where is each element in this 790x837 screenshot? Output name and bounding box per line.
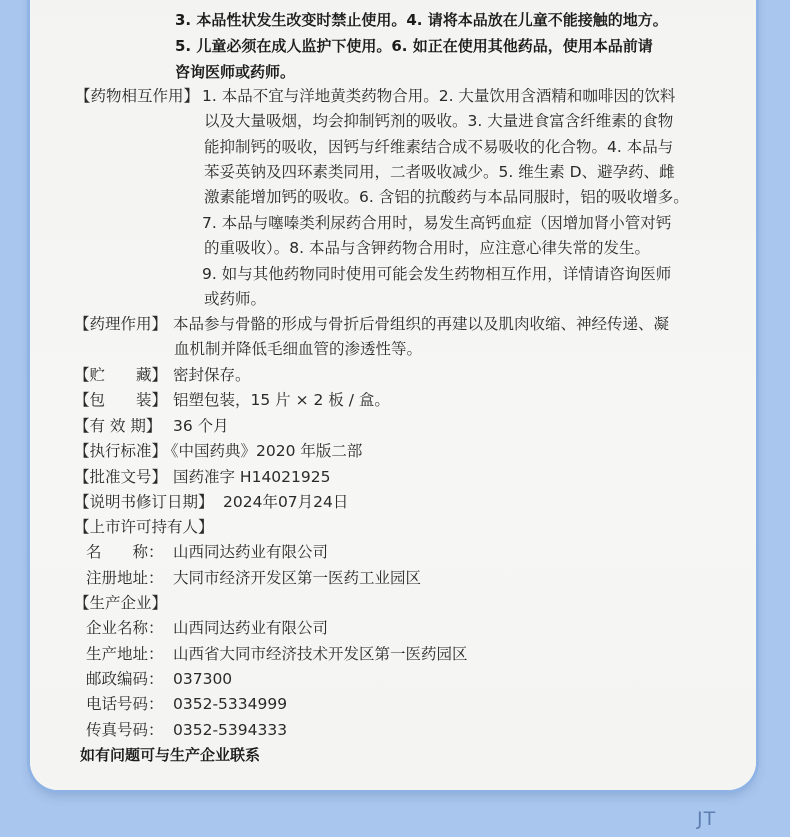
interactions-line: 9. 如与其他药物同时使用可能会发生药物相互作用，详情请咨询医师 [202, 265, 672, 283]
fax-label: 传真号码： [86, 721, 164, 739]
phone-value: 0352-5334999 [173, 695, 288, 713]
interactions-label: 【药物相互作用】 [75, 87, 200, 105]
manufacturer-address: 山西省大同市经济技术开发区第一医药园区 [173, 645, 468, 663]
precautions-line-4: 咨询医师或药师。 [175, 63, 296, 81]
precautions-line-2: 3. 本品性状发生改变时禁止使用。4. 请将本品放在儿童不能接触的地方。 [175, 11, 668, 29]
interactions-line: 7. 本品与噻嗪类利尿药合用时，易发生高钙血症（因增加肾小管对钙 [202, 214, 672, 232]
leaflet-card [30, 0, 756, 790]
approval-value: 国药准字 H14021925 [173, 468, 331, 486]
interactions-line: 以及大量吸烟，均会抑制钙剂的吸收。3. 大量进食富含纤维素的食物 [204, 112, 674, 130]
interactions-line: 激素能增加钙的吸收。6. 含铝的抗酸药与本品同服时，铝的吸收增多。 [204, 188, 689, 206]
pharmacology-line-2: 血机制并降低毛细血管的渗透性等。 [174, 340, 423, 358]
manufacturer-address-label: 生产地址： [86, 645, 164, 663]
pharmacology-label: 【药理作用】 [74, 315, 168, 333]
interactions-line: 的重吸收）。8. 本品与含钾药物合用时，应注意心律失常的发生。 [204, 239, 650, 257]
precautions-line-3: 5. 儿童必须在成人监护下使用。6. 如正在使用其他药品，使用本品前请 [175, 37, 653, 55]
phone-label: 电话号码： [86, 695, 164, 713]
revision-label: 【说明书修订日期】 [74, 493, 214, 511]
approval-label: 【批准文号】 [74, 468, 168, 486]
zip-label: 邮政编码： [86, 670, 164, 688]
manufacturer-name: 山西同达药业有限公司 [173, 619, 329, 637]
zip-value: 037300 [173, 670, 233, 688]
validity-label: 【有 效 期】 [74, 417, 162, 435]
revision-value: 2024年07月24日 [223, 493, 349, 511]
holder-address: 大同市经济开发区第一医药工业园区 [173, 569, 422, 587]
package-value: 铝塑包装，15 片 × 2 板 / 盒。 [173, 391, 390, 409]
leaflet-paper [30, 0, 756, 790]
standard-label: 【执行标准】 [74, 442, 168, 460]
storage-value: 密封保存。 [173, 366, 251, 384]
brand-mark: JT [697, 808, 717, 830]
interactions-line: 苯妥英钠及四环素类同用，二者吸收减少。5. 维生素 D、避孕药、雌 [204, 163, 675, 181]
package-label: 【包 装】 [74, 391, 168, 409]
holder-label: 【上市许可持有人】 [74, 518, 214, 536]
validity-value: 36 个月 [173, 417, 229, 435]
manufacturer-name-label: 企业名称： [86, 619, 164, 637]
fax-value: 0352-5394333 [173, 721, 288, 739]
interactions-line: 能抑制钙的吸收，因钙与纤维素结合成不易吸收的化合物。4. 本品与 [204, 138, 674, 156]
interactions-line: 或药师。 [204, 290, 267, 308]
interactions-line: 1. 本品不宜与洋地黄类药物合用。2. 大量饮用含酒精和咖啡因的饮料 [202, 87, 676, 105]
pharmacology-line-1: 本品参与骨骼的形成与骨折后骨组织的再建以及肌肉收缩、神经传递、凝 [173, 315, 670, 333]
storage-label: 【贮 藏】 [74, 366, 168, 384]
holder-address-label: 注册地址： [86, 569, 164, 587]
manufacturer-label: 【生产企业】 [74, 594, 168, 612]
holder-name-label: 名 称： [86, 543, 164, 561]
footer-note: 如有问题可与生产企业联系 [80, 746, 261, 764]
holder-name: 山西同达药业有限公司 [173, 543, 329, 561]
standard-value: 《中国药典》2020 年版二部 [163, 442, 363, 460]
